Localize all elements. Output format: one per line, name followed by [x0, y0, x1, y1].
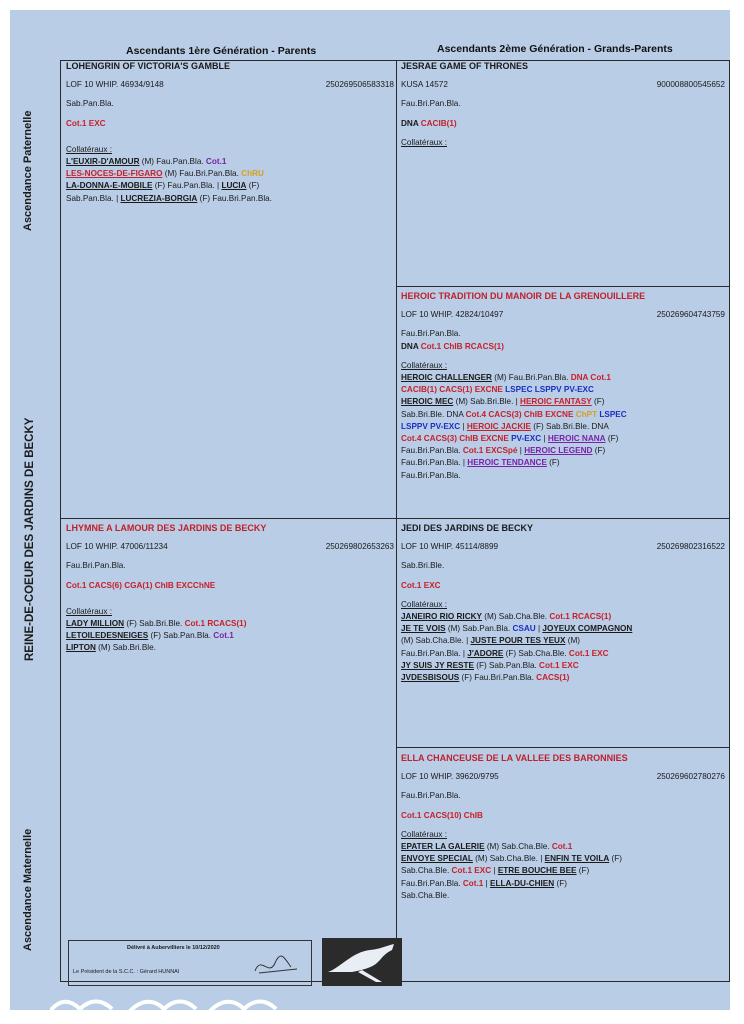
father-collat-2: LES-NOCES-DE-FIGARO (M) Fau.Bri.Pan.Bla. ChRU — [66, 169, 264, 179]
pgf-reg: KUSA 14572 — [401, 80, 448, 90]
certification-box — [68, 940, 312, 986]
father-name: LOHENGRIN OF VICTORIA'S GAMBLE — [66, 61, 230, 71]
pgm-color: Fau.Bri.Pan.Bla. — [401, 329, 461, 339]
mgf-line-5: JY SUIS JY RESTE (F) Sab.Pan.Bla. Cot.1 EXC — [401, 660, 579, 670]
pgm-cell — [401, 290, 725, 482]
pgf-color: Fau.Bri.Pan.Bla. — [401, 99, 461, 109]
grid-lower-split — [396, 747, 730, 748]
mgm-titles: Cot.1 CACS(10) ChIB — [401, 810, 483, 820]
mgm-line-2: ENVOYE SPECIAL (M) Sab.Cha.Ble. | ENFIN TE VOILA (F) — [401, 854, 622, 864]
label-dog-name: REINE-DE-COEUR DES JARDINS DE BECKY — [24, 417, 36, 661]
mgf-line-1: JANEIRO RIO RICKY (M) Sab.Cha.Ble. Cot.1 RCACS(1) — [401, 612, 612, 622]
mother-reg: LOF 10 WHIP. 47006/11234 — [66, 542, 168, 552]
father-chip: 250269506583318 — [325, 80, 394, 90]
pgm-titles: DNA Cot.1 ChIB RCACS(1) — [401, 341, 504, 351]
pgf-collat-label: Collatéraux : — [401, 137, 447, 147]
scc-logo — [322, 938, 402, 986]
father-cell — [66, 60, 394, 205]
pedigree-grid — [60, 60, 730, 990]
pgf-chip: 900008800545652 — [656, 80, 725, 90]
pgm-collat-label: Collatéraux : — [401, 360, 447, 370]
mgf-titles: Cot.1 EXC — [401, 580, 441, 590]
pgm-line-2: CACIB(1) CACS(1) EXCNE LSPEC LSPPV PV-EXC — [401, 385, 594, 395]
mgf-line-4: Fau.Bri.Pan.Bla. | J'ADORE (F) Sab.Cha.Ble. Cot.1 EXC — [401, 648, 609, 658]
delivery-text: Délivré à Aubervilliers le 10/12/2020 — [127, 945, 220, 951]
mgm-color: Fau.Bri.Pan.Bla. — [401, 791, 461, 801]
mother-color: Fau.Bri.Pan.Bla. — [66, 561, 126, 571]
mgf-reg: LOF 10 WHIP. 45114/8899 — [401, 542, 499, 552]
pgm-line-8: Fau.Bri.Pan.Bla. | HEROIC TENDANCE (F) — [401, 458, 560, 468]
grid-center-line — [60, 518, 730, 519]
pgm-name: HEROIC TRADITION DU MANOIR DE LA GRENOUILLERE — [401, 291, 646, 301]
mother-collat-1: LADY MILLION (F) Sab.Bri.Ble. Cot.1 RCACS(1) — [66, 619, 247, 629]
mgf-color: Sab.Bri.Ble. — [401, 561, 445, 571]
label-paternal: Ascendance Paternelle — [22, 110, 34, 231]
mgf-line-2: JE TE VOIS (M) Sab.Pan.Bla. CSAU | JOYEUX COMPAGNON — [401, 624, 633, 634]
mgm-chip: 250269602780276 — [656, 772, 725, 782]
mother-chip: 250269802653263 — [325, 542, 394, 552]
pgm-line-9: Fau.Bri.Pan.Bla. — [401, 470, 461, 480]
pgm-reg: LOF 10 WHIP. 42824/10497 — [401, 310, 504, 320]
grid-right-line — [729, 60, 730, 982]
father-collat-label: Collatéraux : — [66, 144, 112, 154]
mgm-name: ELLA CHANCEUSE DE LA VALLEE DES BARONNIES — [401, 753, 628, 763]
pgm-line-7: Fau.Bri.Pan.Bla. Cot.1 EXCSpé | HEROIC LEGEND (F) — [401, 446, 606, 456]
mother-titles: Cot.1 CACS(6) CGA(1) ChIB EXCChNE — [66, 580, 216, 590]
mgm-collat-label: Collatéraux : — [401, 829, 447, 839]
pgm-line-3: HEROIC MEC (M) Sab.Bri.Ble. | HEROIC FANTASY (F) — [401, 397, 605, 407]
mgf-name: JEDI DES JARDINS DE BECKY — [401, 523, 534, 533]
mother-collat-label: Collatéraux : — [66, 606, 112, 616]
mother-cell — [66, 522, 394, 655]
president-text: Le Président de la S.C.C. : Gérard HUNNAI — [73, 969, 180, 975]
pgm-line-6: Cot.4 CACS(3) ChIB EXCNE PV-EXC | HEROIC NANA (F) — [401, 434, 619, 444]
mgf-cell — [401, 522, 725, 684]
father-collat-3: LA-DONNA-E-MOBILE (F) Fau.Pan.Bla. | LUCIA (F) — [66, 181, 260, 191]
header-gen1: Ascendants 1ère Génération - Parents — [126, 45, 317, 57]
mgm-line-4: Fau.Bri.Pan.Bla. Cot.1 | ELLA-DU-CHIEN (F) — [401, 878, 567, 888]
father-reg: LOF 10 WHIP. 46934/9148 — [66, 80, 164, 90]
grid-upper-split — [396, 286, 730, 287]
father-collat-4: Sab.Pan.Bla. | LUCREZIA-BORGIA (F) Fau.Bri.Pan.Bla. — [66, 193, 272, 203]
mgm-line-3: Sab.Cha.Ble. Cot.1 EXC | ETRE BOUCHE BEE (F) — [401, 866, 590, 876]
father-color: Sab.Pan.Bla. — [66, 99, 114, 109]
pgm-line-5: LSPPV PV-EXC | HEROIC JACKIE (F) Sab.Bri.Ble. DNA — [401, 421, 609, 431]
grid-left-line — [60, 60, 61, 982]
signature-image — [251, 949, 301, 979]
pedigree-page — [10, 10, 730, 1010]
mgm-reg: LOF 10 WHIP. 39620/9795 — [401, 772, 499, 782]
mgf-collat-label: Collatéraux : — [401, 599, 447, 609]
mgm-line-5: Sab.Cha.Ble. — [401, 890, 450, 900]
header-gen2: Ascendants 2ème Génération - Grands-Parents — [437, 43, 673, 55]
pgf-cell — [401, 60, 725, 149]
label-maternal: Ascendance Maternelle — [22, 828, 34, 951]
mgm-line-1: EPATER LA GALERIE (M) Sab.Cha.Ble. Cot.1 — [401, 842, 573, 852]
pgm-line-4: Sab.Bri.Ble. DNA Cot.4 CACS(3) ChIB EXCNE ChPT LSPEC — [401, 409, 627, 419]
father-collat-1: L'EUXIR-D'AMOUR (M) Fau.Pan.Bla. Cot.1 — [66, 157, 227, 167]
grid-mid-line — [396, 60, 397, 982]
mother-collat-2: LETOILEDESNEIGES (F) Sab.Pan.Bla. Cot.1 — [66, 631, 234, 641]
mother-collat-3: LIPTON (M) Sab.Bri.Ble. — [66, 643, 156, 653]
mgf-line-3: (M) Sab.Cha.Ble. | JUSTE POUR TES YEUX (M) — [401, 636, 580, 646]
pgm-chip: 250269604743759 — [656, 310, 725, 320]
decorative-waves — [50, 995, 410, 1015]
father-titles: Cot.1 EXC — [66, 118, 106, 128]
mother-name: LHYMNE A LAMOUR DES JARDINS DE BECKY — [66, 523, 267, 533]
pgf-name: JESRAE GAME OF THRONES — [401, 61, 529, 71]
mgm-cell — [401, 752, 725, 902]
mgf-line-6: JVDESBISOUS (F) Fau.Bri.Pan.Bla. CACS(1) — [401, 673, 570, 683]
pgm-line-1: HEROIC CHALLENGER (M) Fau.Bri.Pan.Bla. DNA Cot.1 — [401, 373, 611, 383]
pgf-titles: DNA CACIB(1) — [401, 118, 457, 128]
mgf-chip: 250269802316522 — [656, 542, 725, 552]
